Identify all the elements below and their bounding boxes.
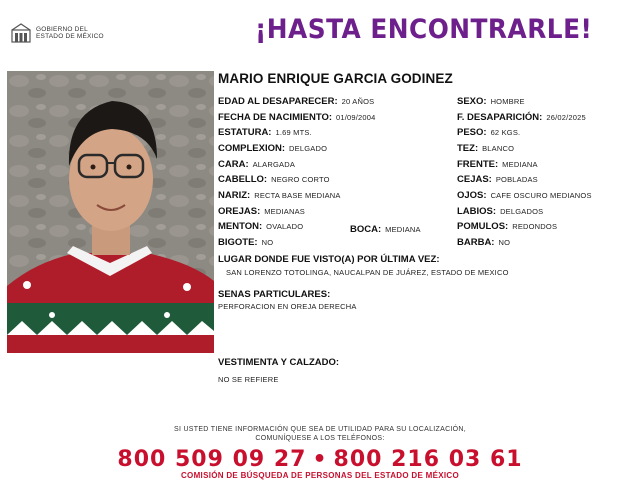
detail-boca	[350, 224, 421, 235]
detail-menton	[218, 221, 303, 232]
cejas-value: POBLADAS	[495, 175, 538, 184]
detail-orejas	[218, 206, 305, 217]
complexion-label: COMPLEXION:	[218, 143, 286, 154]
detail-ojos	[457, 190, 592, 201]
detail-nariz	[218, 190, 341, 201]
detail-bigote	[218, 237, 273, 248]
person-photo-illustration	[7, 71, 214, 353]
phone-2[interactable]: 800 216 03 61	[333, 447, 523, 472]
detail-barba	[457, 237, 510, 248]
marks-label: SENAS PARTICULARES:	[218, 289, 331, 300]
pomulos-value: REDONDOS	[512, 222, 558, 231]
headline: ¡HASTA ENCONTRARLE!	[255, 14, 593, 45]
detail-cejas	[457, 174, 538, 185]
detail-labios	[457, 206, 543, 217]
frente-label: FRENTE:	[457, 159, 499, 170]
detail-desaparicion	[457, 112, 586, 123]
ojos-value: CAFE OSCURO MEDIANOS	[490, 191, 592, 200]
cara-value: ALARGADA	[252, 160, 296, 169]
orejas-value: MEDIANAS	[264, 207, 306, 216]
detail-cabello	[218, 174, 330, 185]
complexion-value: DELGADO	[289, 144, 328, 153]
gov-line-1: GOBIERNO DEL	[36, 26, 88, 33]
last-seen-label: LUGAR DONDE FUE VISTO(A) POR ÚLTIMA VEZ:	[218, 254, 440, 265]
estatura-value: 1.69 MTS.	[275, 128, 312, 137]
nacimiento-label: FECHA DE NACIMIENTO:	[218, 112, 332, 123]
detail-nacimiento	[218, 112, 376, 123]
barba-value: NO	[498, 238, 511, 247]
detail-tez	[457, 143, 514, 154]
orejas-label: OREJAS:	[218, 206, 261, 217]
phone-1[interactable]: 800 509 09 27	[117, 447, 307, 472]
detail-cara	[218, 159, 295, 170]
boca-value: MEDIANA	[385, 225, 421, 234]
tez-value: BLANCO	[482, 144, 515, 153]
bigote-value: NO	[261, 238, 274, 247]
detail-edad	[218, 96, 374, 107]
footer-info-line-2: COMUNÍQUESE A LOS TELÉFONOS:	[255, 435, 385, 442]
marks-value: PERFORACION EN OREJA DERECHA	[218, 302, 357, 311]
labios-value: DELGADOS	[500, 207, 544, 216]
tez-label: TEZ:	[457, 143, 479, 154]
detail-complexion	[218, 143, 327, 154]
commission-name: COMISIÓN DE BÚSQUEDA DE PERSONAS DEL ESTADO DE MÉXICO	[180, 471, 459, 480]
government-text	[36, 26, 104, 40]
person-name: MARIO ENRIQUE GARCIA GODINEZ	[218, 71, 453, 86]
detail-pomulos	[457, 221, 557, 232]
edad-label: EDAD AL DESAPARECER:	[218, 96, 338, 107]
cabello-value: NEGRO CORTO	[271, 175, 330, 184]
nacimiento-value: 01/09/2004	[336, 113, 376, 122]
desaparicion-value: 26/02/2025	[546, 113, 586, 122]
last-seen-value: SAN LORENZO TOTOLINGA, NAUCALPAN DE JUÁREZ, ESTADO DE MEXICO	[226, 268, 509, 277]
frente-value: MEDIANA	[502, 160, 538, 169]
estatura-label: ESTATURA:	[218, 127, 272, 138]
menton-value: OVALADO	[266, 222, 304, 231]
nariz-value: RECTA BASE MEDIANA	[254, 191, 341, 200]
edad-value: 20 AÑOS	[341, 97, 375, 106]
detail-sexo	[457, 96, 525, 107]
cabello-label: CABELLO:	[218, 174, 268, 185]
footer-info-line-1: SI USTED TIENE INFORMACIÓN QUE SEA DE UTILIDAD PARA SU LOCALIZACIÓN,	[173, 426, 467, 433]
sexo-value: HOMBRE	[490, 97, 525, 106]
boca-label: BOCA:	[350, 224, 382, 235]
menton-label: MENTON:	[218, 221, 263, 232]
gov-line-2: ESTADO DE MÉXICO	[36, 33, 104, 40]
labios-label: LABIOS:	[457, 206, 497, 217]
phone-numbers	[0, 447, 640, 472]
barba-label: BARBA:	[457, 237, 495, 248]
detail-estatura	[218, 127, 312, 138]
nariz-label: NARIZ:	[218, 190, 251, 201]
detail-peso	[457, 127, 520, 138]
government-logo	[10, 20, 120, 46]
desaparicion-label: F. DESAPARICIÓN:	[457, 112, 543, 123]
sexo-label: SEXO:	[457, 96, 487, 107]
cejas-label: CEJAS:	[457, 174, 492, 185]
detail-frente	[457, 159, 538, 170]
pomulos-label: POMULOS:	[457, 221, 509, 232]
clothing-label: VESTIMENTA Y CALZADO:	[218, 357, 340, 368]
clothing-value: NO SE REFIERE	[218, 375, 279, 384]
state-crest-icon	[10, 22, 32, 44]
peso-label: PESO:	[457, 127, 487, 138]
phone-separator: •	[312, 447, 328, 472]
bigote-label: BIGOTE:	[218, 237, 258, 248]
ojos-label: OJOS:	[457, 190, 487, 201]
cara-label: CARA:	[218, 159, 249, 170]
peso-value: 62 KGS.	[490, 128, 521, 137]
missing-person-photo	[7, 71, 214, 353]
